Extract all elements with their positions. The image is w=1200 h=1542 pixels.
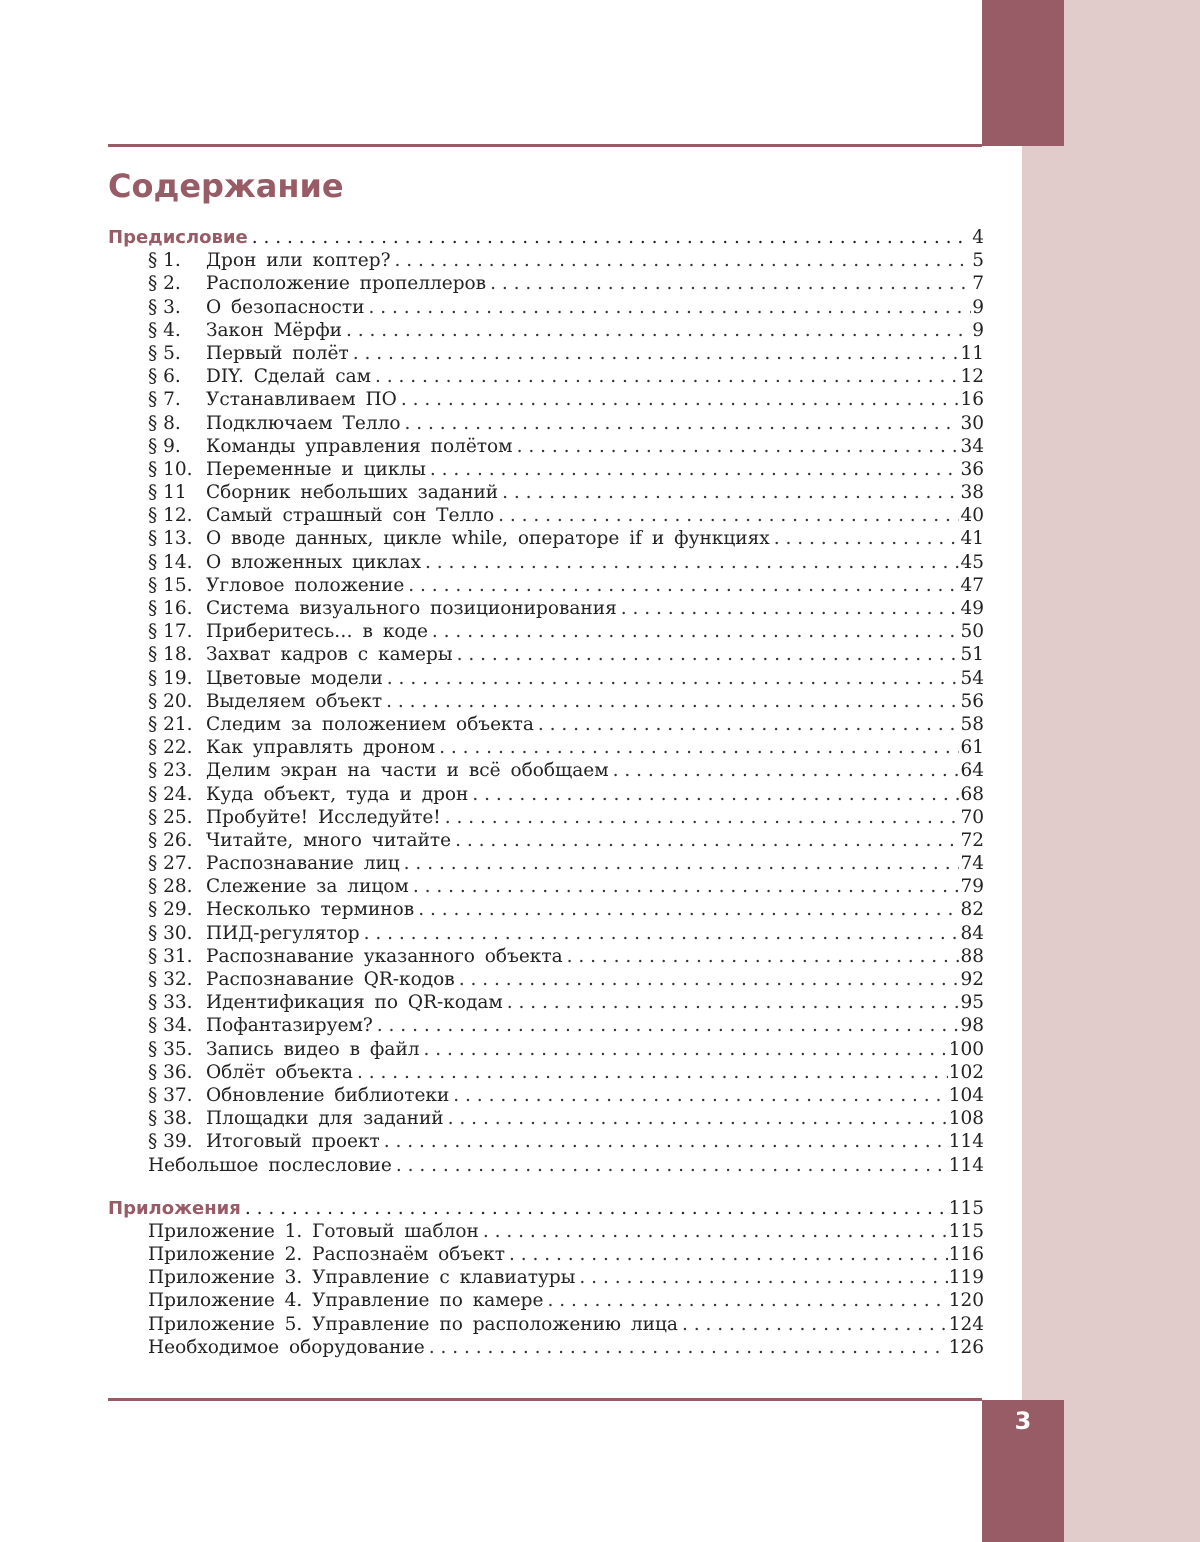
toc-entry[interactable] xyxy=(108,829,984,852)
entry-title: Распознавание лиц xyxy=(206,853,400,875)
toc-entry[interactable] xyxy=(108,435,984,458)
entry-number: § 35. xyxy=(148,1038,193,1060)
entry-number: § 9. xyxy=(148,435,181,457)
entry-title: Площадки для заданий xyxy=(206,1108,444,1130)
entry-title: О вложенных циклах xyxy=(206,551,422,573)
toc-entry[interactable] xyxy=(108,1084,984,1107)
entry-page: 34 xyxy=(960,435,984,457)
entry-page: 61 xyxy=(960,737,984,759)
leader-dots xyxy=(413,875,960,898)
toc-entry[interactable] xyxy=(108,1107,984,1130)
entry-page: 11 xyxy=(960,342,984,364)
entry-title: Идентификация по QR-кодам xyxy=(206,992,503,1014)
entry-title: Выделяем объект xyxy=(206,690,383,712)
entry-number: § 16. xyxy=(148,598,193,619)
entry-page: 38 xyxy=(960,482,984,504)
leader-dots xyxy=(509,1243,948,1266)
entry-number: § 39. xyxy=(148,1131,193,1153)
entry-page: 5 xyxy=(972,250,984,272)
leader-dots xyxy=(357,1061,948,1084)
entry-title: Самый страшный сон Телло xyxy=(206,505,495,527)
toc-entry[interactable] xyxy=(108,1289,984,1312)
entry-number: § 18. xyxy=(148,644,193,666)
leader-dots xyxy=(384,1130,948,1153)
toc-entry[interactable] xyxy=(108,736,984,759)
leader-dots xyxy=(448,1107,948,1130)
entry-number: § 37. xyxy=(148,1084,193,1106)
leader-dots xyxy=(579,1266,947,1289)
side-tab-top xyxy=(982,0,1064,146)
entry-page: 45 xyxy=(960,551,984,573)
entry-title: Несколько терминов xyxy=(206,899,415,921)
leader-dots xyxy=(364,922,960,945)
leader-dots xyxy=(404,852,960,875)
toc-entry[interactable] xyxy=(108,365,984,388)
entry-page: 104 xyxy=(948,1084,984,1106)
leader-dots xyxy=(498,504,959,527)
leader-dots xyxy=(430,458,960,481)
entry-title: Переменные и циклы xyxy=(206,458,426,480)
toc-entry[interactable] xyxy=(108,1014,984,1037)
entry-page: 92 xyxy=(960,969,984,990)
entry-title: Закон Мёрфи xyxy=(206,319,343,341)
toc-entry[interactable] xyxy=(108,597,984,620)
entry-number: § 10. xyxy=(148,458,193,480)
footer-rule xyxy=(108,1398,982,1401)
toc-entry[interactable] xyxy=(108,342,984,365)
entry-page: 79 xyxy=(960,876,984,898)
entry-title: Как управлять дроном xyxy=(206,737,436,759)
entry-title: О вводе данных, цикле while, операторе if и функциях xyxy=(206,528,770,550)
entry-title: Угловое положение xyxy=(206,574,405,596)
entry-page: 114 xyxy=(948,1154,984,1176)
entry-title: Команды управления полётом xyxy=(206,435,513,457)
entry-title: Приложение 1. Готовый шаблон xyxy=(148,1220,479,1242)
toc-entry[interactable] xyxy=(108,759,984,782)
leader-dots xyxy=(567,945,960,968)
toc-entry[interactable] xyxy=(108,1130,984,1153)
leader-dots xyxy=(682,1313,948,1336)
leader-dots xyxy=(538,713,960,736)
leader-dots xyxy=(408,574,959,597)
entry-number: § 6. xyxy=(148,366,181,388)
entry-title: Система визуального позиционирования xyxy=(206,598,617,619)
leader-dots xyxy=(457,643,960,666)
leader-dots xyxy=(346,319,971,342)
leader-dots xyxy=(517,435,960,458)
toc-entry[interactable] xyxy=(108,1243,984,1266)
toc-entry[interactable] xyxy=(108,412,984,435)
leader-dots xyxy=(377,1014,960,1037)
entry-number: § 15. xyxy=(148,574,193,596)
entry-page: 84 xyxy=(960,922,984,944)
entry-page: 7 xyxy=(972,273,984,295)
entry-title: Распознавание указанного объекта xyxy=(206,945,563,967)
toc-section-heading[interactable] xyxy=(108,1197,984,1220)
entry-number: § 19. xyxy=(148,667,193,689)
toc-entry[interactable] xyxy=(108,713,984,736)
toc-entry[interactable] xyxy=(108,991,984,1014)
entry-page: 100 xyxy=(948,1038,984,1060)
entry-title: О безопасности xyxy=(206,296,365,318)
leader-dots xyxy=(386,690,959,713)
toc-entry[interactable] xyxy=(108,1336,984,1359)
page-title: Содержание xyxy=(108,167,344,205)
entry-number: § 30. xyxy=(148,922,193,944)
entry-title: Устанавливаем ПО xyxy=(206,389,397,411)
entry-title: Пробуйте! Исследуйте! xyxy=(206,806,441,828)
entry-page: 74 xyxy=(960,853,984,875)
entry-page: 16 xyxy=(960,389,984,411)
entry-number: § 21. xyxy=(148,713,193,735)
toc-entry[interactable] xyxy=(108,690,984,713)
toc-entry[interactable] xyxy=(108,272,984,295)
leader-dots xyxy=(613,759,960,782)
entry-page: 124 xyxy=(948,1313,984,1335)
leader-dots xyxy=(245,1197,948,1220)
entry-page: 9 xyxy=(972,319,984,341)
toc-entry[interactable] xyxy=(108,481,984,504)
leader-dots xyxy=(429,1336,948,1359)
entry-number: § 25. xyxy=(148,806,193,828)
entry-page: 114 xyxy=(948,1131,984,1153)
section-page: 115 xyxy=(948,1197,984,1219)
leader-dots xyxy=(375,365,959,388)
leader-dots xyxy=(396,1154,948,1177)
leader-dots xyxy=(547,1289,947,1312)
leader-dots xyxy=(455,829,959,852)
toc-entry[interactable] xyxy=(108,551,984,574)
entry-number: § 17. xyxy=(148,621,193,643)
toc-entry[interactable] xyxy=(108,504,984,527)
entry-number: § 11 xyxy=(148,482,187,504)
entry-title: Пофантазируем? xyxy=(206,1015,373,1037)
entry-page: 102 xyxy=(948,1061,984,1083)
entry-title: Необходимое оборудование xyxy=(148,1336,425,1358)
leader-dots xyxy=(445,806,960,829)
toc-entry[interactable] xyxy=(108,806,984,829)
toc-entry[interactable] xyxy=(108,1061,984,1084)
entry-page: 40 xyxy=(960,505,984,527)
entry-title: Захват кадров с камеры xyxy=(206,644,453,666)
entry-number: § 7. xyxy=(148,389,181,411)
toc-entry[interactable] xyxy=(108,875,984,898)
entry-page: 50 xyxy=(960,621,984,643)
entry-page: 47 xyxy=(960,574,984,596)
entry-title: Следим за положением объекта xyxy=(206,713,534,735)
entry-number: § 26. xyxy=(148,829,193,851)
leader-dots xyxy=(774,527,960,550)
toc-entry[interactable] xyxy=(108,249,984,272)
section-page: 4 xyxy=(972,227,984,248)
entry-number: § 33. xyxy=(148,992,193,1014)
entry-number: § 27. xyxy=(148,853,193,875)
toc-entry[interactable] xyxy=(108,574,984,597)
toc-entry[interactable] xyxy=(108,852,984,875)
leader-dots xyxy=(507,991,960,1014)
entry-title: Делим экран на части и всё обобщаем xyxy=(206,760,609,782)
entry-title: Приложение 3. Управление с клавиатуры xyxy=(148,1267,576,1289)
entry-page: 68 xyxy=(960,783,984,805)
entry-title: Приберитесь… в коде xyxy=(206,621,428,643)
entry-page: 82 xyxy=(960,899,984,921)
entry-number: § 20. xyxy=(148,690,193,712)
entry-number: § 14. xyxy=(148,551,193,573)
entry-title: Приложение 2. Распознаём объект xyxy=(148,1244,505,1266)
toc-entry[interactable] xyxy=(108,945,984,968)
entry-number: § 13. xyxy=(148,528,193,550)
toc-entry[interactable] xyxy=(108,1266,984,1289)
entry-number: § 34. xyxy=(148,1015,193,1037)
entry-page: 54 xyxy=(960,667,984,689)
toc-entry[interactable] xyxy=(108,968,984,991)
leader-dots xyxy=(387,667,960,690)
entry-title: Читайте, много читайте xyxy=(206,829,452,851)
entry-title: Дрон или коптер? xyxy=(206,250,391,272)
entry-page: 41 xyxy=(960,528,984,550)
entry-page: 70 xyxy=(960,806,984,828)
toc-entry[interactable] xyxy=(108,1154,984,1177)
entry-page: 36 xyxy=(960,458,984,480)
entry-title: DIY. Сделай сам xyxy=(206,366,371,388)
leader-dots xyxy=(353,342,960,365)
entry-number: § 22. xyxy=(148,737,193,759)
entry-title: Приложение 5. Управление по расположению лица xyxy=(148,1313,678,1335)
entry-number: § 24. xyxy=(148,783,193,805)
section-title: Предисловие xyxy=(108,227,248,248)
entry-title: Приложение 4. Управление по камере xyxy=(148,1290,544,1312)
side-band xyxy=(1022,0,1200,1542)
entry-title: Сборник небольших заданий xyxy=(206,482,499,504)
leader-dots xyxy=(395,249,972,272)
entry-number: § 4. xyxy=(148,319,181,341)
entry-title: Облёт объекта xyxy=(206,1061,353,1083)
section-gap xyxy=(108,1177,984,1197)
section-title: Приложения xyxy=(108,1197,241,1219)
leader-dots xyxy=(405,412,960,435)
leader-dots xyxy=(453,1084,947,1107)
entry-title: Небольшое послесловие xyxy=(148,1154,392,1176)
entry-title: Подключаем Телло xyxy=(206,412,401,434)
leader-dots xyxy=(459,968,960,991)
leader-dots xyxy=(368,296,971,319)
entry-title: Итоговый проект xyxy=(206,1131,380,1153)
entry-page: 30 xyxy=(960,412,984,434)
entry-page: 51 xyxy=(960,644,984,666)
toc-entry[interactable] xyxy=(108,643,984,666)
entry-title: Слежение за лицом xyxy=(206,876,409,898)
toc-entry[interactable] xyxy=(108,898,984,921)
entry-page: 120 xyxy=(948,1290,984,1312)
entry-number: § 36. xyxy=(148,1061,193,1083)
leader-dots xyxy=(424,1038,948,1061)
entry-page: 56 xyxy=(960,690,984,712)
entry-page: 126 xyxy=(948,1336,984,1358)
entry-page: 95 xyxy=(960,992,984,1014)
leader-dots xyxy=(621,597,960,620)
entry-page: 9 xyxy=(972,296,984,318)
leader-dots xyxy=(483,1220,948,1243)
entry-title: Распознавание QR-кодов xyxy=(206,969,455,990)
entry-number: § 23. xyxy=(148,760,193,782)
toc-entry[interactable] xyxy=(108,388,984,411)
entry-number: § 32. xyxy=(148,969,193,990)
toc-entry[interactable] xyxy=(108,458,984,481)
page-number: 3 xyxy=(1014,1407,1032,1435)
entry-page: 98 xyxy=(960,1015,984,1037)
entry-page: 12 xyxy=(960,366,984,388)
toc-entry[interactable] xyxy=(108,1220,984,1243)
leader-dots xyxy=(472,783,959,806)
leader-dots xyxy=(432,620,960,643)
toc-entry[interactable] xyxy=(108,667,984,690)
toc-entry[interactable] xyxy=(108,296,984,319)
table-of-contents xyxy=(108,226,984,1359)
entry-title: Цветовые модели xyxy=(206,667,383,689)
toc-entry[interactable] xyxy=(108,922,984,945)
leader-dots xyxy=(490,272,971,295)
leader-dots xyxy=(252,226,971,249)
entry-number: § 28. xyxy=(148,876,193,898)
entry-title: Расположение пропеллеров xyxy=(206,273,487,295)
entry-page: 64 xyxy=(960,760,984,782)
leader-dots xyxy=(418,898,959,921)
toc-entry[interactable] xyxy=(108,783,984,806)
header-rule xyxy=(108,144,982,147)
entry-number: § 5. xyxy=(148,342,181,364)
toc-section-heading[interactable] xyxy=(108,226,984,249)
entry-page: 88 xyxy=(960,945,984,967)
leader-dots xyxy=(401,388,960,411)
entry-title: ПИД-регулятор xyxy=(206,922,360,944)
entry-page: 49 xyxy=(960,598,984,619)
entry-page: 116 xyxy=(948,1244,984,1266)
entry-title: Обновление библиотеки xyxy=(206,1084,450,1106)
entry-number: § 2. xyxy=(148,273,181,295)
entry-title: Первый полёт xyxy=(206,342,349,364)
toc-entry[interactable] xyxy=(108,620,984,643)
entry-number: § 1. xyxy=(148,250,181,272)
entry-page: 119 xyxy=(948,1267,984,1289)
toc-entry[interactable] xyxy=(108,1313,984,1336)
entry-title: Куда объект, туда и дрон xyxy=(206,783,469,805)
entry-number: § 8. xyxy=(148,412,181,434)
entry-number: § 38. xyxy=(148,1108,193,1130)
entry-page: 115 xyxy=(948,1220,984,1242)
toc-entry[interactable] xyxy=(108,1038,984,1061)
entry-page: 108 xyxy=(948,1108,984,1130)
leader-dots xyxy=(502,481,959,504)
entry-number: § 31. xyxy=(148,945,193,967)
entry-page: 72 xyxy=(960,829,984,851)
toc-entry[interactable] xyxy=(108,527,984,550)
entry-number: § 3. xyxy=(148,296,181,318)
entry-number: § 12. xyxy=(148,505,193,527)
toc-entry[interactable] xyxy=(108,319,984,342)
entry-page: 58 xyxy=(960,713,984,735)
entry-number: § 29. xyxy=(148,899,193,921)
entry-title: Запись видео в файл xyxy=(206,1038,420,1060)
leader-dots xyxy=(425,551,959,574)
leader-dots xyxy=(439,736,959,759)
